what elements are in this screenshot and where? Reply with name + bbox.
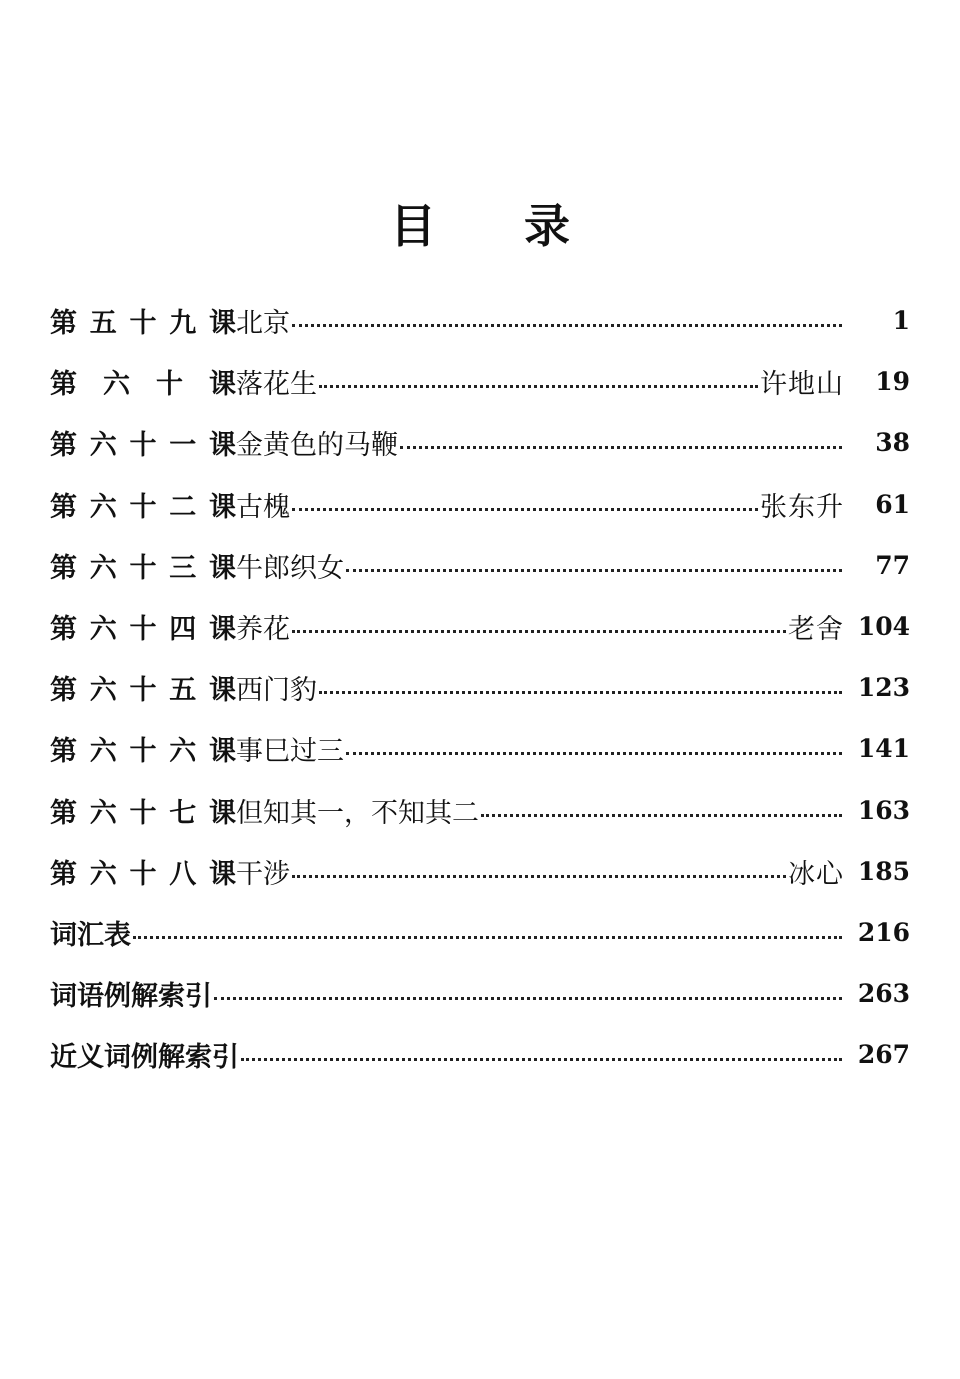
- lesson-title: 古槐: [236, 491, 290, 523]
- lesson-author: 老舍: [788, 614, 844, 646]
- lesson-title: 牛郎织女: [236, 552, 344, 584]
- dot-leader: [241, 1041, 842, 1068]
- lesson-title: 但知其一，不知其二: [236, 797, 479, 829]
- dot-leader: [346, 552, 842, 579]
- page-number: 1: [892, 306, 910, 336]
- dot-leader: [214, 980, 842, 1007]
- lesson-title: 事巳过三: [236, 736, 344, 768]
- lesson-title: 西门豹: [236, 675, 317, 707]
- page-number: 77: [875, 550, 910, 580]
- page-number: 104: [857, 612, 910, 642]
- toc-entry[interactable]: [50, 596, 910, 657]
- lesson-author: 许地山: [760, 369, 844, 401]
- toc-entry[interactable]: [50, 290, 910, 351]
- toc-appendix-entry[interactable]: [50, 1024, 910, 1085]
- dot-leader: [292, 858, 786, 885]
- title-char-2: 录: [524, 199, 570, 253]
- dot-leader: [481, 797, 842, 824]
- lesson-number: 第六十七课: [50, 797, 236, 829]
- dot-leader: [292, 307, 842, 334]
- lesson-author: 冰心: [788, 858, 844, 890]
- lesson-number: 第六十三课: [50, 552, 236, 584]
- appendix-title: 词汇表: [50, 919, 131, 951]
- page-number: 185: [857, 856, 910, 886]
- toc-entry[interactable]: [50, 780, 910, 841]
- lesson-title: 落花生: [236, 369, 317, 401]
- dot-leader: [133, 919, 842, 946]
- page-number: 263: [857, 979, 910, 1009]
- lesson-number: 第六十五课: [50, 675, 236, 707]
- lesson-author: 张东升: [760, 491, 844, 523]
- lesson-number: 第六十八课: [50, 858, 236, 890]
- page-number: 123: [857, 673, 910, 703]
- page-number: 38: [875, 428, 910, 458]
- page-number: 163: [857, 795, 910, 825]
- lesson-number: 第六十一课: [50, 430, 236, 462]
- toc-entry[interactable]: [50, 412, 910, 473]
- toc-appendix-entry[interactable]: [50, 963, 910, 1024]
- dot-leader: [319, 368, 758, 395]
- appendix-title: 词语例解索引: [50, 981, 212, 1013]
- toc-entry[interactable]: [50, 841, 910, 902]
- lesson-title: 养花: [236, 614, 290, 646]
- toc-entry[interactable]: [50, 474, 910, 535]
- lesson-number: 第六十四课: [50, 614, 236, 646]
- toc-entry[interactable]: [50, 351, 910, 412]
- lesson-number: 第五十九课: [50, 308, 236, 340]
- lesson-title: 干涉: [236, 858, 290, 890]
- toc-entry[interactable]: [50, 657, 910, 718]
- dot-leader: [292, 613, 786, 640]
- toc-entry[interactable]: [50, 535, 910, 596]
- page-number: 19: [875, 367, 910, 397]
- dot-leader: [400, 429, 842, 456]
- page-number: 267: [857, 1040, 910, 1070]
- lesson-number: 第 六 十 课: [50, 369, 236, 401]
- title-char-1: 目: [390, 199, 436, 253]
- page-number: 216: [857, 917, 910, 947]
- page-number: 141: [857, 734, 910, 764]
- lesson-title: 北京: [236, 308, 290, 340]
- dot-leader: [346, 735, 842, 762]
- dot-leader: [292, 491, 758, 518]
- page-number: 61: [875, 489, 910, 519]
- toc-appendix-entry[interactable]: [50, 902, 910, 963]
- lesson-number: 第六十二课: [50, 491, 236, 523]
- lesson-title: 金黄色的马鞭: [236, 430, 398, 462]
- dot-leader: [319, 674, 842, 701]
- toc-entry[interactable]: [50, 718, 910, 779]
- page-title: [0, 190, 960, 256]
- lesson-number: 第六十六课: [50, 736, 236, 768]
- table-of-contents: [50, 290, 910, 1085]
- appendix-title: 近义词例解索引: [50, 1042, 239, 1074]
